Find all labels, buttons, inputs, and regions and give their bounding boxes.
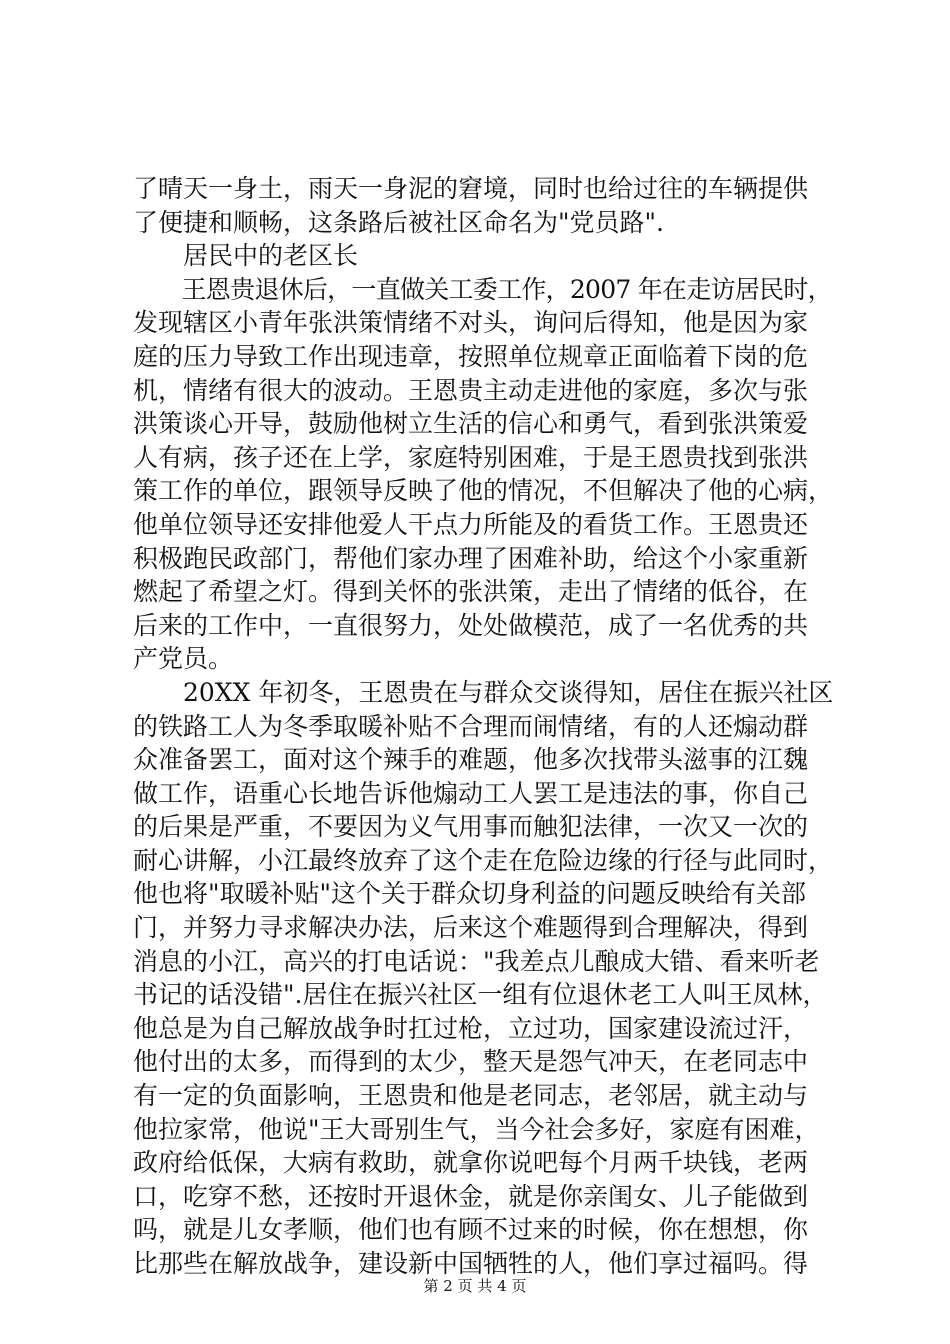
text-line: 口，吃穿不愁，还按时开退休金，就是你亲闺女、儿子能做到 (133, 1181, 809, 1211)
text-line: 有一定的负面影响，王恩贵和他是老同志，老邻居，就主动与 (133, 1081, 809, 1111)
text-line: 积极跑民政部门，帮他们家办理了困难补助，给这个小家重新 (133, 543, 809, 573)
text-line: 比那些在解放战争，建设新中国牺牲的人，他们享过福吗。得 (133, 1249, 809, 1278)
text-line: 他付出的太多，而得到的太少，整天是怨气冲天，在老同志中 (133, 1047, 809, 1077)
text-line: 王恩贵退休后，一直做关工委工作，2007 年在走访居民时， (133, 274, 832, 304)
text-line: 门，并努力寻求解决办法，后来这个难题得到合理解决，得到 (133, 913, 809, 943)
text-line: 政府给低保，大病有救助，就拿你说吧每个月两千块钱，老两 (133, 1148, 809, 1178)
text-line: 庭的压力导致工作出现违章，按照单位规章正面临着下岗的危 (133, 341, 809, 371)
text-line: 居民中的老区长 (133, 241, 359, 271)
text-line: 了晴天一身土，雨天一身泥的窘境，同时也给过往的车辆提供 (133, 174, 809, 203)
text-line: 吗，就是儿女孝顺，他们也有顾不过来的时候，你在想想，你 (133, 1215, 809, 1245)
document-body (133, 172, 833, 1281)
text-line: 20XX 年初冬，王恩贵在与群众交谈得知，居住在振兴社区 (133, 677, 833, 707)
text-line: 策工作的单位，跟领导反映了他的情况，不但解决了他的心病， (133, 476, 833, 506)
text-line: 书记的话没错".居住在振兴社区一组有位退休老工人叫王凤林， (133, 980, 828, 1010)
text-line: 发现辖区小青年张洪策情绪不对头，询问后得知，他是因为家 (133, 308, 809, 338)
text-line: 做工作，语重心长地告诉他煽动工人罢工是违法的事，你自己 (133, 778, 809, 808)
text-line: 消息的小江，高兴的打电话说："我差点儿酿成大错、看来听老 (133, 946, 820, 976)
text-line: 他单位领导还安排他爱人干点力所能及的看货工作。王恩贵还 (133, 509, 809, 539)
text-line: 他总是为自己解放战争时扛过枪，立过功，国家建设流过汗， (133, 1013, 809, 1043)
text-line: 众准备罢工，面对这个辣手的难题，他多次找带头滋事的江魏 (133, 745, 809, 775)
text-line: 了便捷和顺畅，这条路后被社区命名为"党员路". (133, 207, 664, 237)
text-line: 的后果是严重，不要因为义气用事而触犯法律，一次又一次的 (133, 812, 809, 842)
text-line: 他也将"取暖补贴"这个关于群众切身利益的问题反映给有关部 (133, 879, 807, 909)
text-line: 机，情绪有很大的波动。王恩贵主动走进他的家庭，多次与张 (133, 375, 809, 405)
text-line: 产党员。 (133, 644, 234, 674)
page-footer: 第 2 页 共 4 页 (423, 1277, 527, 1295)
text-line: 他拉家常，他说"王大哥别生气，当今社会多好，家庭有困难， (133, 1114, 820, 1144)
text-line: 的铁路工人为冬季取暖补贴不合理而闹情绪，有的人还煽动群 (133, 711, 809, 741)
text-line: 洪策谈心开导，鼓励他树立生活的信心和勇气，看到张洪策爱 (133, 409, 809, 439)
text-line: 后来的工作中，一直很努力，处处做模范，成了一名优秀的共 (133, 610, 809, 640)
text-line: 耐心讲解，小江最终放弃了这个走在危险边缘的行径与此同时， (133, 845, 833, 875)
text-line: 燃起了希望之灯。得到关怀的张洪策，走出了情绪的低谷，在 (133, 577, 809, 607)
text-line: 人有病，孩子还在上学，家庭特别困难，于是王恩贵找到张洪 (133, 442, 809, 472)
